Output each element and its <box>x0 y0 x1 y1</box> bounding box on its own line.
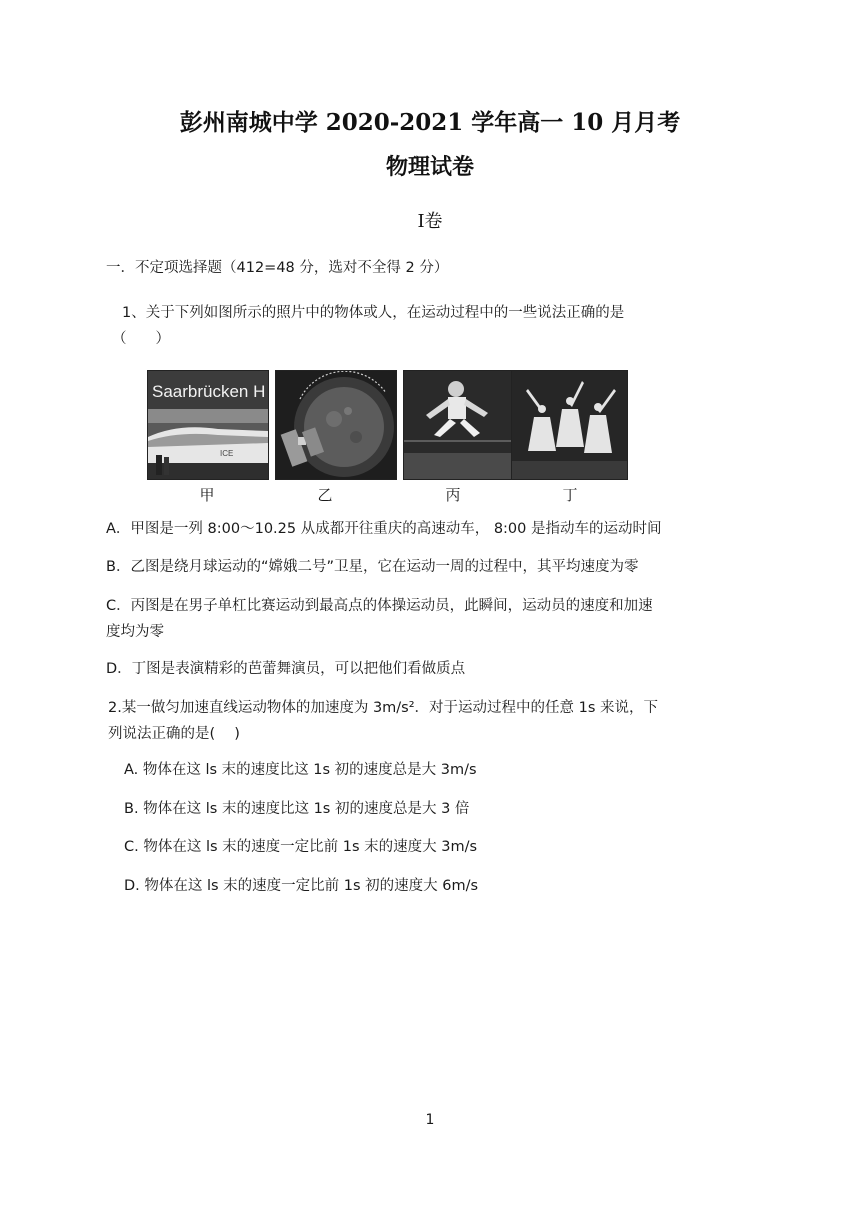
page-number: 1 <box>425 1112 435 1128</box>
gymnast-photo <box>403 370 520 480</box>
train-photo <box>147 370 269 480</box>
exam-title: 彭州南城中学 2020-2021 学年高一 10 月月考 <box>179 109 681 136</box>
caption-yi: 乙 <box>317 486 333 504</box>
q2-stem-line1: 2.某一做匀加速直线运动物体的加速度为 3m/s²．对于运动过程中的任意 1s 来说，下 <box>108 700 659 716</box>
ballet-photo <box>511 370 628 480</box>
section-heading: 一．不定项选择题（412=48 分，选对不全得 2 分） <box>106 260 449 276</box>
q1-option-b: B．乙图是绕月球运动的“嫦娥二号”卫星，它在运动一周的过程中，其平均速度为零 <box>106 559 639 575</box>
q1-option-c-line1: C．丙图是在男子单杠比赛运动到最高点的体操运动员，此瞬间，运动员的速度和加速 <box>106 598 653 614</box>
q2-option-c: C. 物体在这 ls 末的速度一定比前 1s 末的速度大 3m/s <box>124 839 478 855</box>
caption-ding: 丁 <box>562 486 578 504</box>
q2-option-a: A. 物体在这 ls 末的速度比这 1s 初的速度总是大 3m/s <box>124 762 477 778</box>
svg-text:ICE: ICE <box>220 449 234 458</box>
caption-jia: 甲 <box>199 486 215 504</box>
volume-label: Ⅰ卷 <box>417 211 443 232</box>
q1-stem-line1: 1、关于下列如图所示的照片中的物体或人，在运动过程中的一些说法正确的是 <box>122 305 625 321</box>
exam-subtitle: 物理试卷 <box>385 154 474 180</box>
q2-option-d: D. 物体在这 ls 末的速度一定比前 1s 初的速度大 6m/s <box>124 878 479 894</box>
q1-option-d: D．丁图是表演精彩的芭蕾舞演员，可以把他们看做质点 <box>106 661 466 677</box>
q1-option-a: A．甲图是一列 8:00～10.25 从成都开往重庆的高速动车， 8:00 是指动车的运动时间 <box>106 521 662 537</box>
q1-option-c-line2: 度均为零 <box>106 624 164 640</box>
station-sign: Saarbrücken H <box>152 382 266 401</box>
q2-option-b: B. 物体在这 ls 末的速度比这 1s 初的速度总是大 3 倍 <box>124 801 470 817</box>
q2-stem-line2: 列说法正确的是( ) <box>108 726 240 742</box>
q1-figure <box>147 370 632 480</box>
satellite-photo <box>275 370 397 480</box>
q1-stem-line2: （ ） <box>112 331 170 347</box>
caption-bing: 丙 <box>445 486 461 504</box>
